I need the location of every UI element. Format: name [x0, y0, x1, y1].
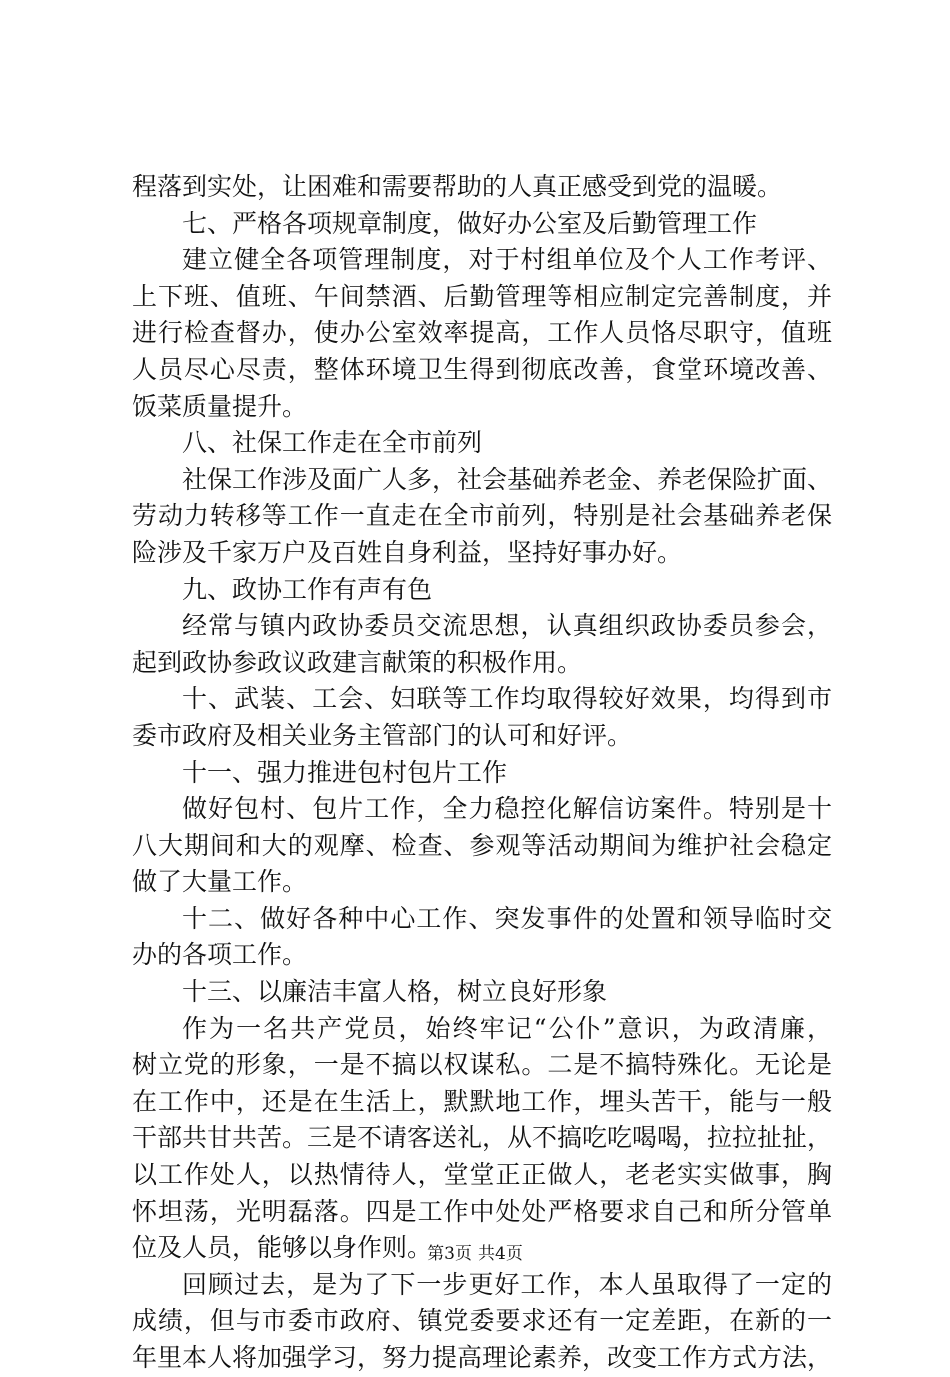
text-line: 委市政府及相关业务主管部门的认可和好评。: [132, 720, 633, 750]
text-line: 以工作处人，以热情待人，堂堂正正做人，老老实实做事，胸: [132, 1160, 832, 1190]
text-line: 作为一名共产党员，始终牢记“公仆”意识，为政清廉，: [182, 1013, 832, 1043]
text-line: 位及人员，能够以身作则。: [132, 1233, 433, 1263]
text-line: 在工作中，还是在生活上，默默地工作，埋头苦干，能与一般: [132, 1086, 832, 1116]
section-heading: 十二、做好各种中心工作、突发事件的处置和领导临时交: [182, 903, 832, 933]
text-line: 年里本人将加强学习，努力提高理论素养，改变工作方式方法，: [132, 1343, 833, 1372]
text-line: 上下班、值班、午间禁酒、后勤管理等相应制定完善制度，并: [132, 281, 832, 311]
text-line: 险涉及千家万户及百姓自身利益，坚持好事办好。: [132, 537, 683, 567]
document-body: [132, 169, 832, 1377]
text-line: 建立健全各项管理制度，对于村组单位及个人工作考评、: [182, 245, 832, 275]
text-line: 办的各项工作。: [132, 940, 308, 970]
section-heading: 七、严格各项规章制度，做好办公室及后勤管理工作: [182, 208, 758, 238]
text-line: 经常与镇内政协委员交流思想，认真组织政协委员参会，: [182, 611, 832, 641]
page-number: 第3页: [427, 1244, 472, 1264]
section-heading: 十一、强力推进包村包片工作: [182, 757, 508, 787]
text-line: 社保工作涉及面广人多，社会基础养老金、养老保险扩面、: [182, 464, 833, 494]
text-line: 做好包村、包片工作，全力稳控化解信访案件。特别是十: [182, 794, 832, 824]
page-footer: [0, 1243, 950, 1265]
page-total: 共4页: [478, 1244, 523, 1264]
text-line: 八大期间和大的观摩、检查、参观等活动期间为维护社会稳定: [132, 830, 832, 860]
section-heading: 十、武装、工会、妇联等工作均取得较好效果，均得到市: [182, 684, 832, 714]
text-line: 成绩，但与市委市政府、镇党委要求还有一定差距，在新的一: [132, 1306, 832, 1336]
text-line: 程落到实处，让困难和需要帮助的人真正感受到党的温暖。: [132, 172, 783, 201]
text-line: 树立党的形象，一是不搞以权谋私。二是不搞特殊化。无论是: [132, 1050, 832, 1080]
text-line: 饭菜质量提升。: [132, 391, 308, 421]
section-heading: 十三、以廉洁丰富人格，树立良好形象: [182, 977, 608, 1007]
text-line: 进行检查督办，使办公室效率提高，工作人员恪尽职守，值班: [132, 318, 832, 348]
text-line: 做了大量工作。: [132, 867, 308, 897]
text-line: 干部共甘共苦。三是不请客送礼，从不搞吃吃喝喝，拉拉扯扯，: [132, 1123, 833, 1153]
section-heading: 八、社保工作走在全市前列: [182, 428, 483, 458]
text-line: 人员尽心尽责，整体环境卫生得到彻底改善，食堂环境改善、: [132, 354, 832, 384]
text-line: 起到政协参政议政建言献策的积极作用。: [132, 647, 583, 677]
section-heading: 九、政协工作有声有色: [182, 574, 433, 604]
text-line: 怀坦荡，光明磊落。四是工作中处处严格要求自己和所分管单: [132, 1196, 832, 1226]
text-line: 回顾过去，是为了下一步更好工作，本人虽取得了一定的: [182, 1269, 832, 1299]
text-line: 劳动力转移等工作一直走在全市前列，特别是社会基础养老保: [132, 501, 832, 531]
